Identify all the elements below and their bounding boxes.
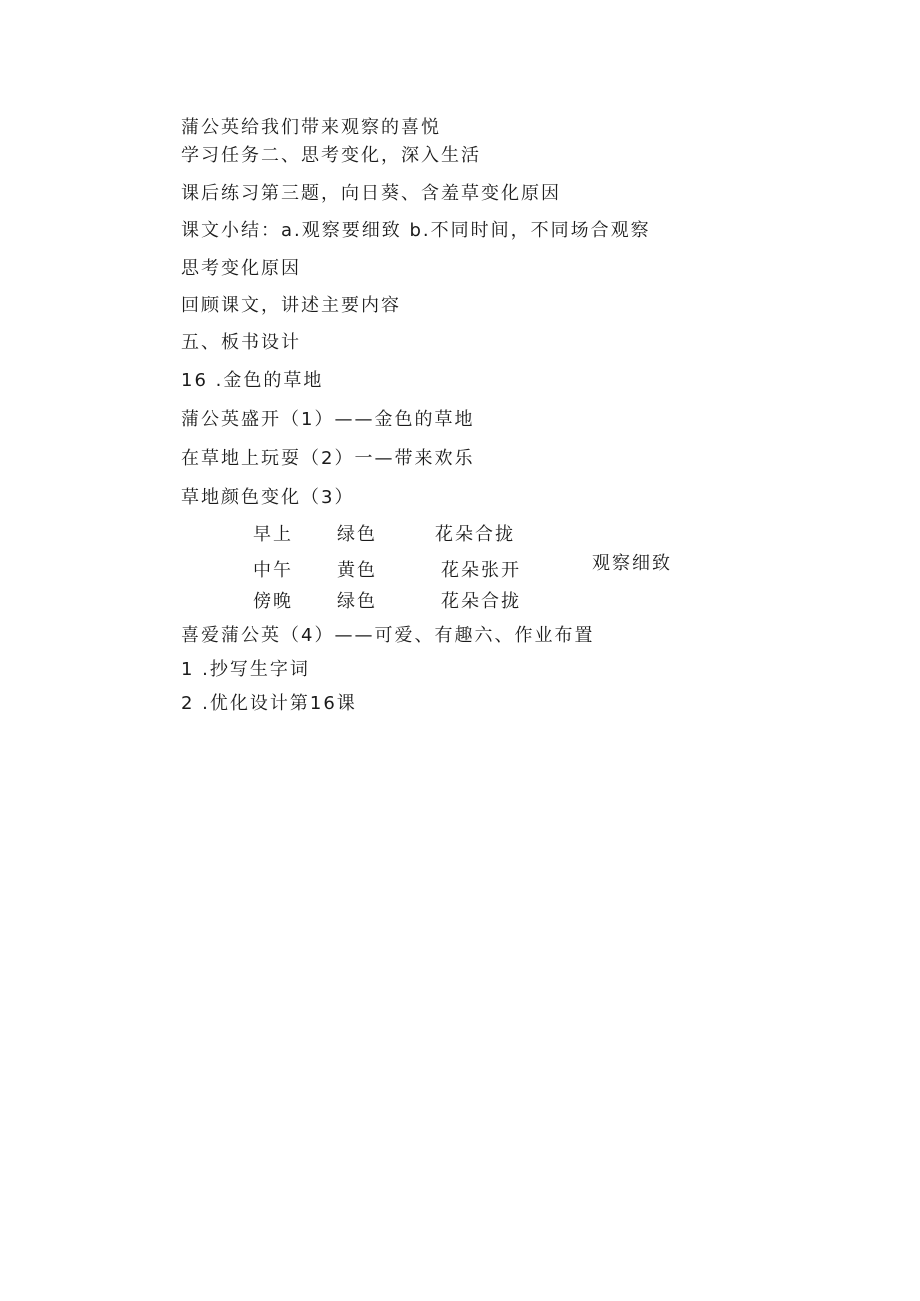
board-line-4: 喜爱蒲公英（4）——可爱、有趣六、作业布置 [181,625,595,646]
text-line-6: 回顾课文，讲述主要内容 [181,295,401,316]
board-line-1: 蒲公英盛开（1）——金色的草地 [181,409,475,430]
table-cell-color: 绿色 [337,524,377,545]
side-note: 观察细致 [592,553,672,574]
table-cell-state: 花朵合拢 [435,524,515,545]
homework-item-1: 1 .抄写生字词 [181,659,310,680]
board-line-2: 在草地上玩耍（2）一—带来欢乐 [181,448,475,469]
table-cell-time: 傍晚 [253,591,293,612]
table-cell-time: 早上 [253,524,293,545]
text-line-3: 课后练习第三题，向日葵、含羞草变化原因 [181,183,561,204]
section-heading-board-design: 五、板书设计 [181,332,301,353]
text-line-1: 蒲公英给我们带来观察的喜悦 [181,117,441,138]
table-cell-time: 中午 [253,560,293,581]
text-line-4: 课文小结：a.观察要细致 b.不同时间，不同场合观察 [181,220,651,241]
board-title: 16 .金色的草地 [181,370,324,391]
text-line-2: 学习任务二、思考变化，深入生活 [181,145,481,166]
board-line-3: 草地颜色变化（3） [181,487,355,508]
table-cell-state: 花朵合拢 [441,591,521,612]
text-line-5: 思考变化原因 [181,258,301,279]
table-cell-color: 黄色 [337,560,377,581]
table-cell-state: 花朵张开 [441,560,521,581]
table-cell-color: 绿色 [337,591,377,612]
homework-item-2: 2 .优化设计第16课 [181,693,357,714]
